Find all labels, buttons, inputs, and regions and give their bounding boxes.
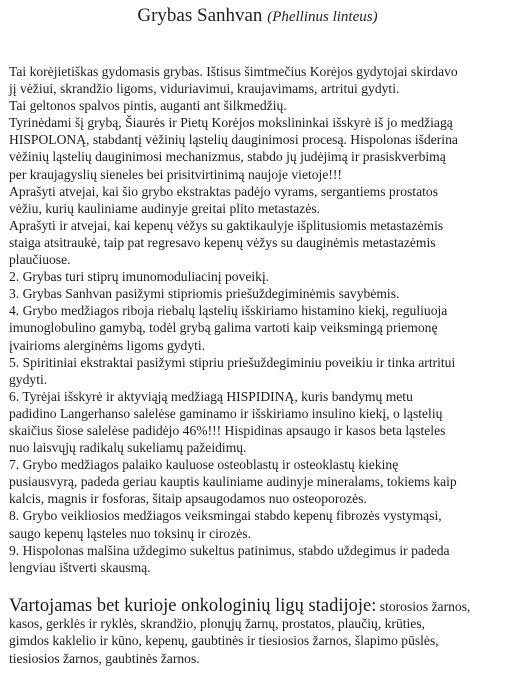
- usage-section: [9, 598, 512, 667]
- usage-line: gimdos kaklelio ir kūno, kepenų, gaubtinės ir tiesiosios žarnos, šlapimo pūslės,: [9, 633, 439, 649]
- body-line: pusiausvyrą, padeda geriau kauptis kauliniame audinyje mineralams, tokiems kaip: [9, 474, 457, 490]
- body-line: imunoglobulino gamybą, todėl grybą galima vartoti kaip veiksmingą priemonę: [9, 320, 438, 336]
- body-line: 9. Hispolonas malšina uždegimo sukeltus patinimus, stabdo uždegimus ir padeda: [9, 542, 450, 558]
- body-line: kalcis, magnis ir fosforas, šitaip apsaugodamos nuo osteoporozės.: [9, 491, 367, 507]
- body-line: 5. Spiritiniai ekstraktai pasižymi stipriu priešuždegiminiu poveikiu ir tinka artritui: [9, 354, 456, 370]
- document-title: [0, 5, 515, 28]
- body-line: plaučiuose.: [9, 252, 71, 268]
- body-line: saugo kepenų ląsteles nuo toksinų ir cirozės.: [9, 525, 251, 541]
- body-line: Tai korėjietiškas gydomasis grybas. Ištisus šimtmečius Korėjos gydytojai skirdavo: [9, 64, 458, 79]
- body-line: HISPOLONĄ, stabdantį vėžinių ląstelių dauginimosi procesą. Hispolonas išderina: [9, 132, 458, 148]
- body-line: 3. Grybas Sanhvan pasižymi stipriomis priešuždegiminėmis savybėmis.: [9, 286, 400, 302]
- body-line: jį vėžiui, skrandžio ligoms, viduriavimui, kraujavimams, artritui gydyti.: [9, 81, 400, 97]
- body-line: Tai geltonos spalvos pintis, auganti ant šilkmedžių.: [9, 98, 287, 114]
- body-line: 2. Grybas turi stiprų imunomoduliacinį poveikį.: [9, 269, 270, 285]
- body-line: Aprašyti atvejai, kai šio grybo ekstraktas padėjo vyrams, sergantiems prostatos: [9, 183, 438, 199]
- body-line: įvairioms alerginėms ligoms gydyti.: [9, 337, 206, 353]
- body-line: per kraujagyslių sieneles bei prisitvirtinimą naujoje vietoje!!!: [9, 166, 342, 182]
- body-line: gydyti.: [9, 371, 48, 387]
- body-line: vėžiu, kurių kauliniame audinyje greitai plito metastazės.: [9, 200, 321, 216]
- usage-heading: Vartojamas bet kurioje onkologinių ligų stadijoje:: [9, 596, 377, 616]
- body-line: skaičius šiose salelėse padidėjo 46%!!! Hispidinas apsaugo ir kasos beta ląsteles: [9, 422, 446, 438]
- body-line: vėžinių ląstelių dauginimosi mechanizmus, stabdo jų judėjimą ir prasiskverbimą: [9, 149, 446, 165]
- body-line: 4. Grybo medžiagos riboja riebalų ląstelių išskiriamo histamino kiekį, reguliuoja: [9, 303, 448, 319]
- usage-first-line-rest: storosios žarnos,: [376, 599, 471, 614]
- usage-line: tiesiosios žarnos, gaubtinės žarnos.: [9, 650, 200, 666]
- title-latin: (Phellinus linteus): [267, 9, 378, 25]
- body-line: Tyrinėdami šį grybą, Šiaurės ir Pietų Korėjos mokslininkai išskyrė iš jo medžiagą: [9, 115, 453, 131]
- usage-first-line: [9, 598, 512, 615]
- title-latin-name: Phellinus linteus: [272, 9, 373, 25]
- body-line: 6. Tyrėjai išskyrė ir aktyviąją medžiagą HISPIDINĄ, kuris bandymų metu: [9, 388, 413, 404]
- body-line: 7. Grybo medžiagos palaiko kauluose osteoblastų ir osteoklastų kiekinę: [9, 457, 399, 473]
- body-line: padidino Langerhanso salelėse gaminamo ir išskiriamo insulino kiekį, o ląstelių: [9, 405, 443, 421]
- usage-line: kasos, gerklės ir ryklės, skrandžio, plonųjų žarnų, prostatos, plaučių, krūties,: [9, 616, 426, 632]
- body-line: nuo laisvųjų radikalų sukeliamų pažeidimų.: [9, 440, 247, 456]
- body-line: Aprašyti ir atvejai, kai kepenų vėžys su gaktikaulyje išplitusiomis metastazėmis: [9, 217, 444, 233]
- document-body: [9, 63, 509, 576]
- body-line: lengviau ištverti skausmą.: [9, 559, 151, 575]
- body-line: 8. Grybo veikliosios medžiagos veiksmingai stabdo kepenų fibrozės vystymąsi,: [9, 508, 442, 524]
- body-line: staiga atsitraukė, taip pat regresavo kepenų vėžys su dauginėmis metastazėmis: [9, 234, 436, 250]
- title-name: Grybas Sanhvan: [137, 5, 263, 26]
